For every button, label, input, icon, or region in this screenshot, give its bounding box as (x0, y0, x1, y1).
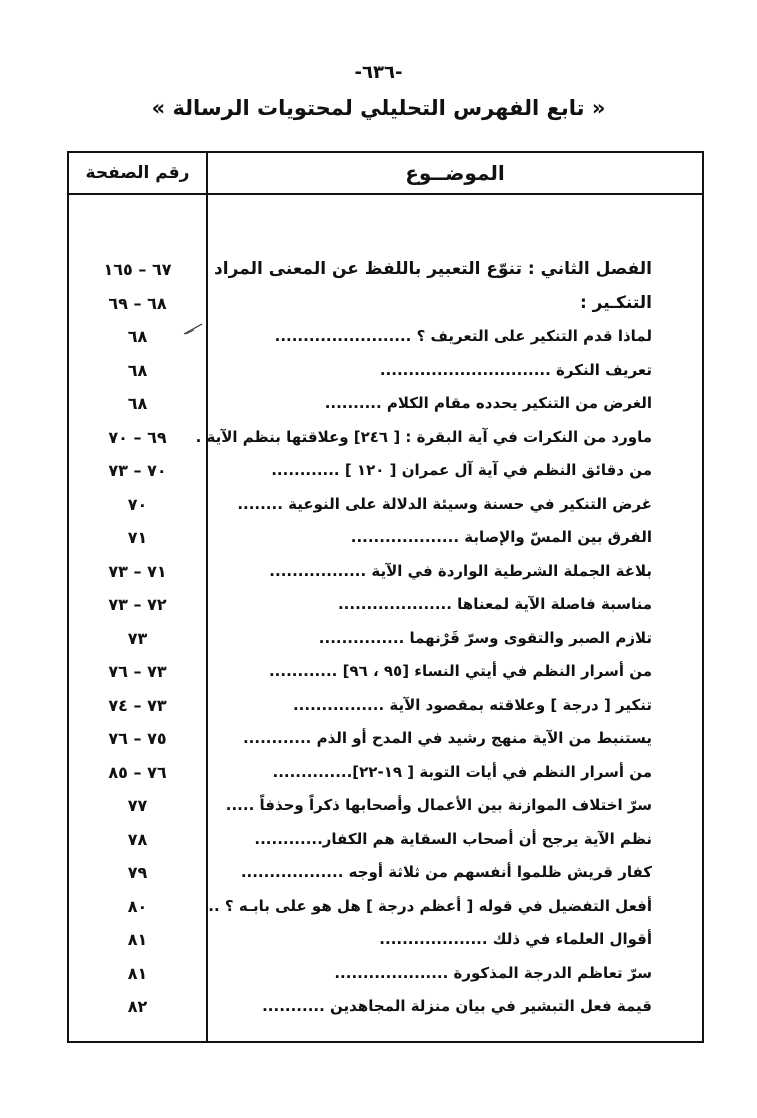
row-topic: غرض التنكير في حسنة وسيئة الدلالة على النوعية ........ (237, 494, 652, 513)
row-topic: من أسرار النظم في أيتي النساء [٩٥ ، ٩٦] ............ (268, 662, 652, 680)
header-topic: الموضــوع (405, 161, 505, 185)
table-row (69, 655, 702, 689)
row-page: ٦٨ – ٦٩ (108, 293, 167, 313)
table-row (69, 287, 702, 321)
row-topic: يستنبط من الآية منهج رشيد في المدح أو الذم ............ (242, 729, 652, 747)
row-topic: سرّ اختلاف الموازنة بين الأعمال وأصحابها ذكراً وحذفاً ..... (225, 796, 652, 814)
table-row (69, 923, 702, 957)
row-page: ٧١ (127, 528, 148, 547)
row-topic: بلاغة الجملة الشرطية الواردة في الآية ................. (269, 561, 652, 580)
row-page: ٧٦ – ٨٥ (108, 762, 167, 782)
table-row (69, 856, 702, 890)
row-page: ٧٠ (127, 494, 148, 514)
table-row (69, 588, 702, 622)
row-topic: نظم الآية يرجح أن أصحاب السقاية هم الكفار............ (254, 829, 652, 848)
table-row (69, 890, 702, 924)
table-row (69, 354, 702, 388)
row-topic: الغرض من التنكير يحدده مقام الكلام .......... (324, 394, 652, 412)
page-title: « تابع الفهرس التحليلي لمحتويات الرسالة » (151, 96, 606, 120)
row-topic: لماذا قدم التنكير على التعريف ؟ ........................ (274, 327, 652, 345)
row-page: ٦٩ – ٧٠ (108, 427, 167, 447)
table-row (69, 320, 702, 354)
row-page: ٧٨ (127, 829, 148, 849)
pen-mark-icon (182, 322, 204, 336)
table-row (69, 789, 702, 823)
row-topic: من دقائق النظم في آية آل عمران [ ١٢٠ ] ............ (271, 461, 652, 479)
row-topic: تلازم الصبر والتقوى وسرّ قَرْنهما ............... (318, 628, 652, 647)
row-page: ٧٧ (127, 796, 148, 815)
row-topic: الفرق بين المسّ والإصابة ................... (350, 528, 652, 546)
row-topic: أقوال العلماء في ذلك ................... (379, 930, 652, 948)
row-page: ٦٧ – ١٦٥ (103, 260, 172, 279)
table-row (69, 622, 702, 656)
table-row (69, 990, 702, 1024)
row-topic: الفصل الثاني : تنوّع التعبير باللفظ عن المعنى المراد (214, 259, 652, 279)
row-topic: كفار قريش ظلموا أنفسهم من ثلاثة أوجه .................. (240, 863, 652, 881)
row-page: ٧١ – ٧٣ (108, 561, 167, 581)
row-page: ٧٢ – ٧٣ (108, 595, 167, 614)
row-page: ٧٣ – ٧٦ (108, 662, 167, 681)
row-page: ٨٠ (127, 896, 148, 916)
table-row (69, 253, 702, 287)
table-rows (69, 253, 702, 1024)
table-row (69, 521, 702, 555)
row-page: ٧٣ (127, 628, 148, 648)
page-number: -٦٣٦- (354, 62, 403, 83)
header-page: رقم الصفحة (85, 163, 190, 183)
row-page: ٨١ (127, 930, 148, 949)
row-page: ٧٥ – ٧٦ (108, 729, 167, 748)
table-row (69, 722, 702, 756)
table-row (69, 387, 702, 421)
row-page: ٧٣ – ٧٤ (108, 695, 167, 715)
row-page: ٧٠ – ٧٣ (108, 461, 167, 480)
header-divider (69, 193, 702, 195)
row-topic: قيمة فعل التبشير في بيان منزلة المجاهدين ........... (262, 997, 652, 1015)
table-row (69, 421, 702, 455)
row-topic: التنكـير : (579, 292, 652, 313)
row-page: ٦٨ (127, 327, 148, 346)
row-page: ٨١ (127, 963, 148, 983)
table-row (69, 823, 702, 857)
row-topic: أفعل التفضيل في قوله [ أعظم درجة ] هل هو على بابـه ؟ .. (208, 896, 652, 915)
index-table (67, 151, 704, 1043)
table-row (69, 957, 702, 991)
row-page: ٦٨ (127, 394, 148, 413)
table-row (69, 488, 702, 522)
row-topic: مناسبة فاصلة الآية لمعناها .................... (337, 595, 652, 613)
table-row (69, 756, 702, 790)
row-topic: ماورد من النكرات في آية البقرة : [ ٢٤٦] وعلاقتها بنظم الآية . (195, 427, 652, 446)
row-page: ٨٢ (127, 997, 148, 1016)
table-row (69, 555, 702, 589)
table-row (69, 454, 702, 488)
table-row (69, 689, 702, 723)
row-page: ٧٩ (127, 863, 148, 882)
row-page: ٦٨ (127, 360, 148, 380)
row-topic: سرّ تعاظم الدرجة المذكورة .................... (334, 963, 652, 982)
row-topic: من أسرار النظم في أيات التوبة [ ١٩-٢٢].............. (272, 762, 652, 781)
row-topic: تنكير [ درجة ] وعلاقته بمقصود الآية ................ (292, 695, 652, 714)
row-topic: تعريف النكرة .............................. (379, 360, 652, 379)
